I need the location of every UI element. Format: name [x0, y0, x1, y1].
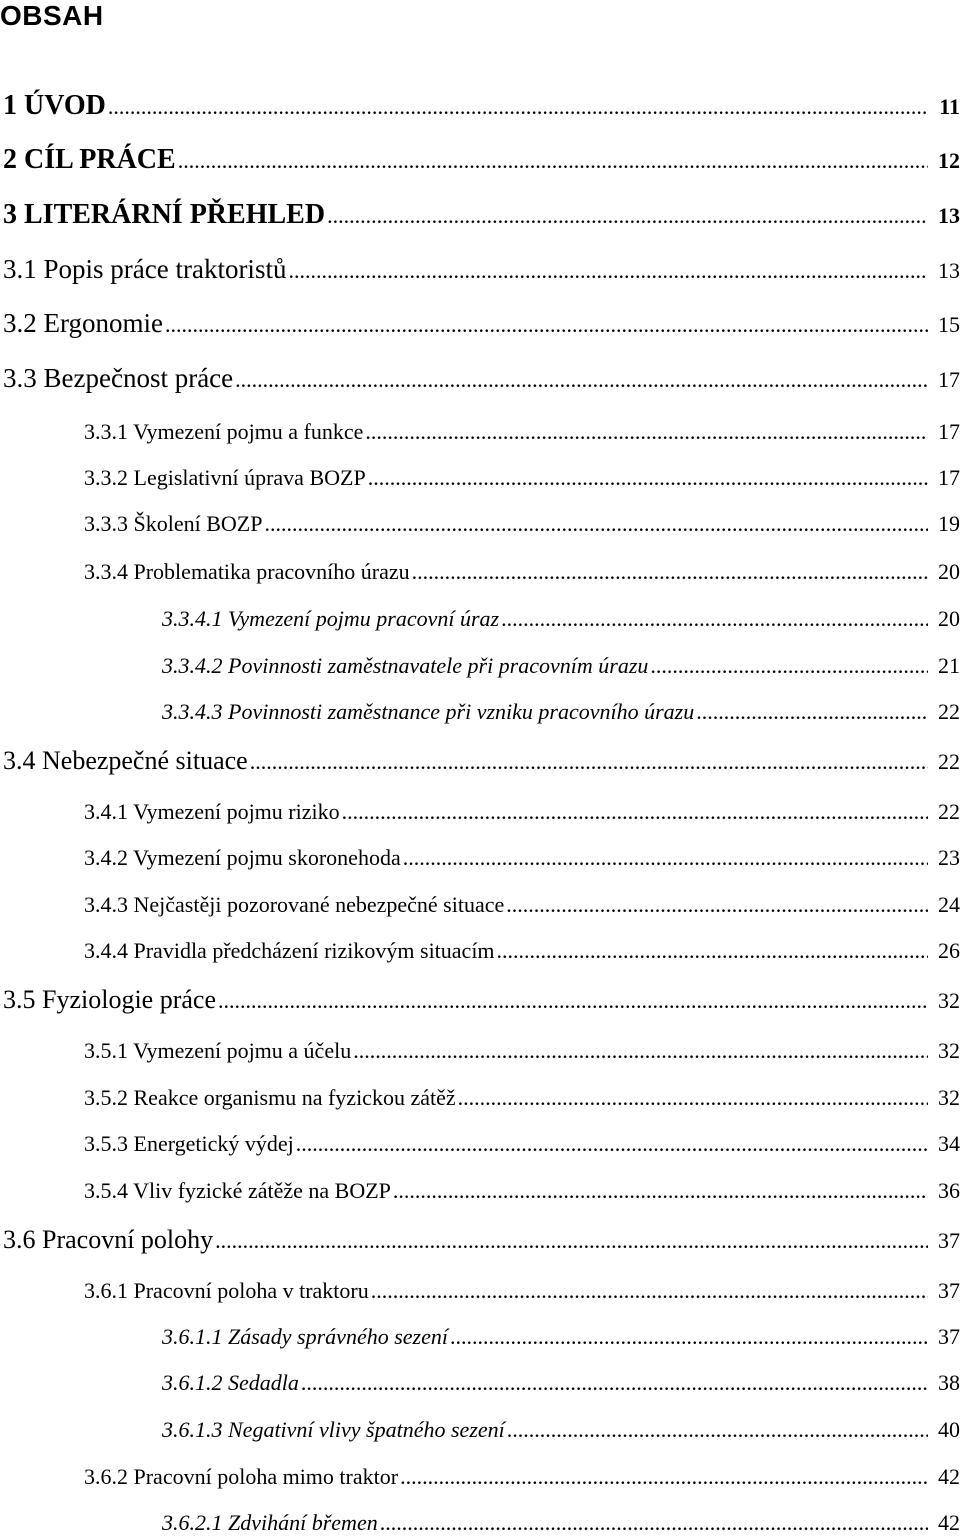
toc-entry-title: 3.3.4.3 Povinnosti zaměstnance při vzniku pracovního úrazu [162, 699, 695, 724]
dot-leader [178, 148, 928, 174]
toc-entry-3-6-1-1[interactable] [162, 1324, 960, 1350]
toc-entry-title: 3.3.4.1 Vymezení pojmu pracovní úraz [162, 606, 500, 631]
toc-entry-page: 17 [938, 367, 960, 392]
toc-entry-title: 3.6.1 Pracovní poloha v traktoru [84, 1278, 369, 1303]
toc-entry-page: 17 [938, 419, 960, 444]
dot-leader [506, 892, 928, 918]
toc-entry-3[interactable] [3, 199, 960, 231]
toc-entry-page: 22 [938, 699, 960, 724]
toc-entry-page: 15 [938, 312, 960, 337]
dot-leader [412, 559, 928, 585]
dot-leader [108, 94, 928, 120]
toc-entry-title: 3.3 Bezpečnost práce [3, 363, 234, 393]
toc-entry-title: 3.6 Pracovní polohy [3, 1225, 214, 1254]
toc-entry-3-4[interactable] [3, 746, 960, 776]
toc-entry-page: 12 [938, 148, 960, 173]
toc-entry-3-3-2[interactable] [84, 465, 960, 491]
toc-entry-3-6-2[interactable] [84, 1464, 960, 1490]
toc-entry-title: 3.3.4 Problematika pracovního úrazu [84, 559, 410, 584]
toc-entry-3-3[interactable] [3, 363, 960, 394]
toc-entry-3-6-1-3[interactable] [162, 1417, 960, 1443]
toc-entry-2[interactable] [3, 144, 960, 176]
toc-entry-page: 11 [939, 94, 960, 119]
dot-leader [353, 1038, 928, 1064]
toc-entry-page: 32 [938, 1038, 960, 1063]
dot-leader [218, 988, 928, 1014]
toc-entry-title: 3.4.3 Nejčastěji pozorované nebezpečné situace [84, 892, 505, 917]
toc-entry-page: 34 [938, 1131, 960, 1156]
dot-leader [450, 1324, 928, 1350]
dot-leader [250, 749, 928, 775]
toc-entry-3-6-1-2[interactable] [162, 1370, 960, 1396]
toc-entry-page: 42 [938, 1510, 960, 1535]
toc-entry-page: 38 [938, 1370, 960, 1395]
dot-leader [501, 606, 928, 632]
toc-entry-title: 3.4.1 Vymezení pojmu riziko [84, 799, 340, 824]
toc-entry-page: 13 [938, 203, 960, 228]
toc-entry-title: 3.3.3 Školení BOZP [84, 511, 263, 536]
toc-entry-title: 3 LITERÁRNÍ PŘEHLED [3, 199, 326, 230]
toc-entry-3-4-1[interactable] [84, 799, 960, 825]
toc-entry-title: 3.6.1.3 Negativní vlivy špatného sezení [162, 1417, 505, 1442]
toc-entry-title: 3.2 Ergonomie [3, 308, 163, 338]
toc-entry-title: 3.6.1.1 Zásady správného sezení [162, 1324, 448, 1349]
toc-entry-3-3-4[interactable] [84, 559, 960, 585]
toc-entry-page: 23 [938, 845, 960, 870]
toc-entry-title: 3.3.1 Vymezení pojmu a funkce [84, 419, 364, 444]
toc-entry-page: 19 [938, 511, 960, 536]
toc-entry-page: 40 [938, 1417, 960, 1442]
toc-entry-page: 17 [938, 465, 960, 490]
dot-leader [650, 653, 928, 679]
dot-leader [507, 1417, 928, 1443]
toc-entry-page: 32 [938, 1085, 960, 1110]
toc-entry-3-3-4-2[interactable] [162, 653, 960, 679]
toc-entry-title: 3.5 Fyziologie práce [3, 985, 216, 1014]
dot-leader [393, 1178, 928, 1204]
toc-entry-3-6-1[interactable] [84, 1278, 960, 1304]
toc-entry-3-3-4-1[interactable] [162, 606, 960, 632]
toc-entry-title: 2 CÍL PRÁCE [3, 144, 176, 175]
toc-entry-3-3-4-3[interactable] [162, 699, 960, 725]
dot-leader [165, 312, 928, 338]
toc-entry-title: 3.5.1 Vymezení pojmu a účelu [84, 1038, 352, 1063]
dot-leader [371, 1278, 928, 1304]
dot-leader [301, 1370, 928, 1396]
dot-leader [365, 419, 928, 445]
dot-leader [296, 1131, 928, 1157]
toc-entry-title: 3.5.2 Reakce organismu na fyzickou zátěž [84, 1085, 456, 1110]
dot-leader [368, 465, 928, 491]
toc-entry-page: 37 [938, 1278, 960, 1303]
toc-entry-page: 42 [938, 1464, 960, 1489]
dot-leader [497, 938, 928, 964]
toc-entry-title: 3.6.2 Pracovní poloha mimo traktor [84, 1464, 399, 1489]
toc-entry-3-2[interactable] [3, 308, 960, 339]
toc-entry-page: 22 [938, 749, 960, 774]
toc-entry-title: 3.5.3 Energetický výdej [84, 1131, 294, 1156]
dot-leader [288, 258, 928, 284]
toc-entry-page: 24 [938, 892, 960, 917]
dot-leader [215, 1228, 928, 1254]
toc-entry-page: 20 [938, 606, 960, 631]
toc-entry-3-1[interactable] [3, 254, 960, 285]
dot-leader [235, 367, 928, 393]
toc-entry-title: 3.1 Popis práce traktoristů [3, 254, 287, 284]
toc-entry-title: 3.3.4.2 Povinnosti zaměstnavatele při pracovním úrazu [162, 653, 649, 678]
toc-entry-page: 13 [938, 258, 960, 283]
toc-entry-3-3-1[interactable] [84, 419, 960, 445]
toc-entry-title: 3.6.2.1 Zdvihání břemen [162, 1510, 378, 1535]
toc-entry-page: 36 [938, 1178, 960, 1203]
toc-entry-1[interactable] [3, 90, 960, 122]
dot-leader [400, 1464, 928, 1490]
toc-heading: OBSAH [0, 0, 104, 31]
dot-leader [403, 845, 928, 871]
toc-entry-3-3-3[interactable] [84, 511, 960, 537]
toc-entry-3-5-1[interactable] [84, 1038, 960, 1064]
toc-entry-3-4-4[interactable] [84, 938, 960, 964]
toc-entry-3-5-4[interactable] [84, 1178, 960, 1204]
toc-entry-title: 3.6.1.2 Sedadla [162, 1370, 299, 1395]
toc-entry-title: 3.4.4 Pravidla předcházení rizikovým situacím [84, 938, 495, 963]
dot-leader [342, 799, 928, 825]
dot-leader [327, 203, 928, 229]
dot-leader [264, 511, 928, 537]
toc-entry-3-6[interactable] [3, 1225, 960, 1255]
toc-entry-3-4-2[interactable] [84, 845, 960, 871]
toc-entry-title: 3.3.2 Legislativní úprava BOZP [84, 465, 366, 490]
toc-entry-3-5[interactable] [3, 985, 960, 1015]
toc-entry-3-5-3[interactable] [84, 1131, 960, 1157]
toc-entry-title: 3.5.4 Vliv fyzické zátěže na BOZP [84, 1178, 391, 1203]
toc-entry-page: 26 [938, 938, 960, 963]
toc-entry-3-5-2[interactable] [84, 1085, 960, 1111]
toc-entry-page: 21 [938, 653, 960, 678]
dot-leader [380, 1510, 928, 1536]
toc-entry-page: 37 [938, 1324, 960, 1349]
toc-entry-page: 20 [938, 559, 960, 584]
dot-leader [696, 699, 928, 725]
toc-entry-page: 32 [938, 988, 960, 1013]
toc-entry-3-6-2-1[interactable] [162, 1510, 960, 1536]
toc-entry-page: 37 [938, 1228, 960, 1253]
toc-entry-page: 22 [938, 799, 960, 824]
toc-entry-title: 3.4 Nebezpečné situace [3, 746, 248, 775]
toc-entry-title: 1 ÚVOD [3, 90, 106, 121]
toc-entry-title: 3.4.2 Vymezení pojmu skoronehoda [84, 845, 401, 870]
dot-leader [458, 1085, 928, 1111]
toc-entry-3-4-3[interactable] [84, 892, 960, 918]
